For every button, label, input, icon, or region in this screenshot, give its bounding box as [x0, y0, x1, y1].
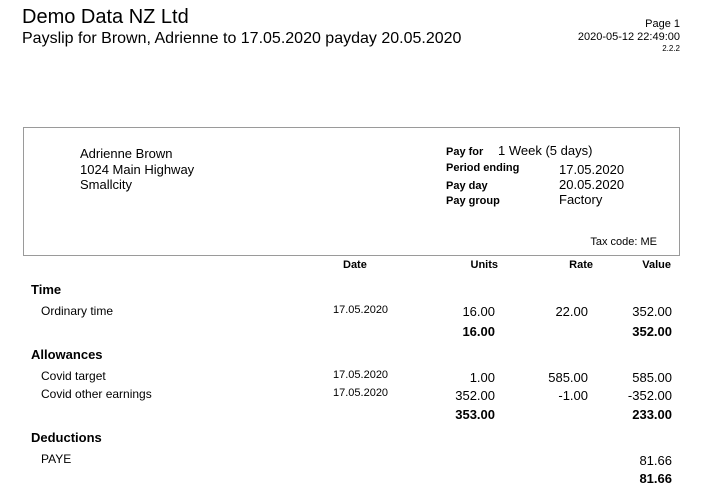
line-item-units: 352.00: [455, 388, 495, 403]
section-title-allowances: Allowances: [31, 347, 103, 362]
line-item-value: -352.00: [627, 388, 672, 403]
line-item-rate: 22.00: [555, 304, 588, 319]
line-item-label: Covid other earnings: [41, 387, 152, 401]
period-ending-label: Period ending: [446, 162, 520, 174]
line-item-units: 16.00: [462, 304, 495, 319]
line-item-date: 17.05.2020: [333, 304, 389, 316]
line-item-label: Covid target: [41, 369, 106, 383]
pay-for-value: 1 Week (5 days): [498, 143, 593, 158]
column-header-rate: Rate: [569, 259, 593, 271]
employee-city: Smallcity: [80, 177, 133, 192]
version-number: 2.2.2: [662, 44, 680, 53]
time-total-units: 16.00: [462, 324, 495, 339]
allowances-total-value: 233.00: [632, 407, 672, 422]
tax-code: Tax code: ME: [590, 236, 657, 248]
time-total-value: 352.00: [632, 324, 672, 339]
line-item-label: Ordinary time: [41, 304, 114, 318]
line-item-date: 17.05.2020: [333, 369, 389, 381]
period-ending-value: 17.05.2020: [559, 162, 625, 177]
column-header-value: Value: [642, 259, 671, 271]
line-item-units: 1.00: [469, 370, 495, 385]
pay-for-label: Pay for: [446, 146, 484, 158]
employee-name: Adrienne Brown: [80, 146, 173, 161]
line-item-value: 352.00: [632, 304, 672, 319]
deductions-total-value: 81.66: [639, 471, 672, 486]
page-number: Page 1: [645, 18, 680, 30]
pay-day-value: 20.05.2020: [559, 177, 625, 192]
employee-address-line: 1024 Main Highway: [80, 162, 195, 177]
section-title-deductions: Deductions: [31, 430, 102, 445]
allowances-total-units: 353.00: [455, 407, 495, 422]
company-name: Demo Data NZ Ltd: [22, 6, 189, 28]
line-item-value: 585.00: [632, 370, 672, 385]
line-item-label: PAYE: [41, 452, 72, 466]
line-item-rate: -1.00: [558, 388, 588, 403]
pay-day-label: Pay day: [446, 180, 488, 192]
line-item-rate: 585.00: [548, 370, 588, 385]
pay-group-value: Factory: [559, 192, 603, 207]
line-item-value: 81.66: [639, 453, 672, 468]
column-header-date: Date: [343, 259, 367, 271]
pay-group-label: Pay group: [446, 195, 500, 207]
payslip-title: Payslip for Brown, Adrienne to 17.05.2020 payday 20.05.2020: [22, 30, 462, 47]
section-title-time: Time: [31, 282, 62, 297]
line-item-date: 17.05.2020: [333, 387, 389, 399]
column-header-units: Units: [470, 259, 498, 271]
printed-timestamp: 2020-05-12 22:49:00: [577, 31, 680, 43]
